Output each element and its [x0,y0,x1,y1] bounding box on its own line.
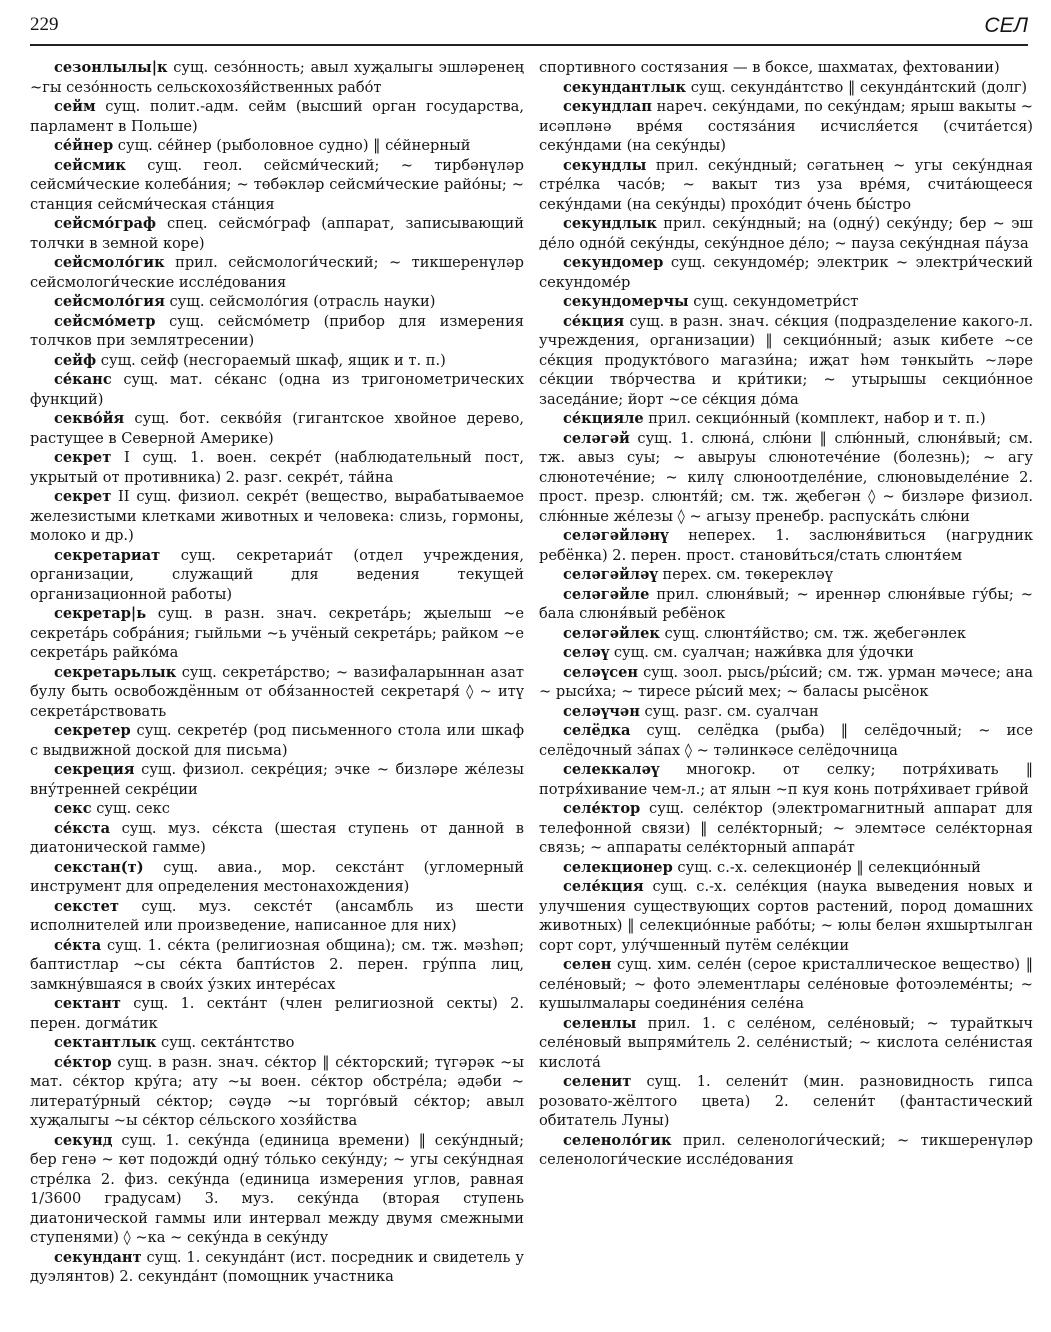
entry-definition: сущ. муз. сексте́т (ансамбль из шести исполнителей или произведение, написанное для них) [30,897,524,934]
dictionary-entry [30,936,524,995]
dictionary-entry [539,1014,1033,1073]
entry-definition: сущ. 1. секу́нда (единица времени) ‖ секу́ндный; бер генә ~ көт подожди́ одну́ то́лько секу́нду; ~ угы секу́ндная стре́лка 2. физ. секу́нда (единица измерения углов, равная 1/3600 градусам) 3. муз. секу́нда (вторая ступень диатонической гаммы или интервал между двумя смежными ступенями) ◊ ~ка ~ секу́нда в секу́нду [30,1131,524,1246]
dictionary-entry [539,955,1033,1014]
entry-headword: секреция [54,761,135,778]
entry-definition: спортивного состязания — в боксе, шахматах, фехтовании) [539,59,1000,76]
entry-headword: сейсмо́метр [54,312,156,330]
entry-headword: сейм [54,98,96,115]
dictionary-entry [539,58,1033,78]
left-column [30,58,524,1320]
entry-headword: секундлап [563,98,652,115]
entry-definition: сущ. с.-х. селекционе́р ‖ селекцио́нный [672,858,981,876]
entry-definition: прил. слюня́вый; ~ иреннәр слюня́вые гу́бы; ~ бала слюня́вый ребёнок [539,585,1033,622]
entry-definition: сущ. муз. се́кста (шестая ступень от данной в диатонической гамме) [30,819,524,856]
entry-definition: сущ. 1. селени́т (мин. разновидность гипса розовато-жёлтого цвета) 2. селени́т (фантастический обитатель Луны) [539,1073,1033,1129]
entry-headword: селәүсен [563,663,639,681]
dictionary-entry [30,312,524,351]
entry-headword: сейф [54,351,97,369]
dictionary-entry [539,721,1033,760]
entry-definition: прил. селенологи́ческий; ~ тикшеренүләр селенологи́ческие иссле́дования [539,1131,1033,1168]
entry-headword: секретар|ь [54,605,147,622]
entry-headword: секундлык [563,215,657,232]
entry-headword: сейсмоло́гик [54,254,165,271]
dictionary-entry [30,214,524,253]
entry-definition: сущ. мат. се́канс (одна из тригонометрических функций) [30,371,524,408]
entry-definition: сущ. авиа., мор. секста́нт (угломерный инструмент для определения местонахождения) [30,858,524,895]
entry-headword: селенит [563,1073,632,1090]
entry-definition: сущ. секрете́р (род письменного стола или шкаф с выдвижной доской для письма) [30,722,524,759]
entry-definition: сущ. зоол. рысь/ры́сий; см. тж. урман мәчесе; ана ~ рыси́ха; ~ тиресе ры́сий мех; ~ баласы рысёнок [539,663,1033,700]
dictionary-entry [30,156,524,215]
right-column [539,58,1033,1320]
entry-headword: селәү [563,644,610,661]
entry-definition: I сущ. 1. воен. секре́т (наблюдательный пост, укрытый от противника) 2. разг. секре́т, та́йна [30,449,524,486]
entry-definition: II сущ. физиол. секре́т (вещество, вырабатываемое железистыми клетками животных и человека: слизь, гормоны, молоко и др.) [30,488,524,544]
dictionary-entry [30,858,524,897]
entry-definition: сущ. хим. селе́н (серое кристаллическое вещество) ‖ селе́новый; ~ фото элементлары селе́новые фотоэлеме́нты; ~ кушылмалары соедине́ния селе́на [539,956,1033,1012]
entry-definition: сущ. слюнтя́йство; см. тж. җебегәнлек [659,624,966,642]
dictionary-entry [30,1248,524,1287]
dictionary-entry [539,409,1033,429]
dictionary-entry [539,624,1033,644]
entry-definition: сущ. физиол. секре́ция; эчке ~ бизләре же́лезы вну́тренней секре́ции [30,761,524,798]
entry-headword: селенлы [563,1014,637,1032]
entry-headword: се́кта [54,936,102,954]
entry-headword: селекционер [563,858,673,876]
entry-headword: сейсмо́граф [54,215,157,232]
dictionary-entry [539,585,1033,624]
entry-headword: секретарьлык [54,663,177,681]
dictionary-entry [30,819,524,858]
dictionary-entry [30,760,524,799]
entry-definition: сущ. сейсмоло́гия (отрасль науки) [164,293,436,310]
entry-headword: секс [54,800,92,817]
entry-definition: сущ. секундоме́р; электрик ~ электри́ческий секундоме́р [539,254,1033,291]
entry-headword: се́канс [54,371,112,388]
entry-headword: секретер [54,722,131,739]
entry-definition: сущ. 1. секта́нт (член религиозной секты) 2. перен. догма́тик [30,995,524,1032]
dictionary-entry [30,663,524,722]
entry-definition: сущ. с.-х. селе́кция (наука выведения новых и улучшения существующих сортов растений, пород домашних животных) ‖ селекцио́нные рабо́ты; ~ юлы белән яхшыртылган сорт сорт, улу́чшенный путём селе́кции [539,878,1033,954]
header-rule [30,44,1028,46]
entry-headword: селе́ктор [563,800,641,817]
dictionary-entry [30,546,524,605]
entry-headword: сейсмик [54,156,126,174]
entry-definition: прил. 1. с селе́ном, селе́новый; ~ турайткыч селе́новый выпрями́тель 2. селе́нистый; ~ кислота селе́нистая кислота́ [539,1014,1033,1071]
entry-definition: неперех. 1. заслюня́виться (нагрудник ребёнка) 2. перен. прост. станови́ться/стать слюнтя́ем [539,527,1033,564]
entry-headword: селе́кция [563,878,644,895]
entry-headword: секундант [54,1248,142,1266]
dictionary-entry [539,78,1033,98]
entry-headword: селәгәйлек [563,624,660,642]
entry-headword: секретариат [54,546,161,564]
entry-headword: селәгәйле [563,585,650,603]
dictionary-entry [30,994,524,1033]
entry-definition: прил. сейсмологи́ческий; ~ тикшеренүләр сейсмологи́ческие иссле́дования [30,254,524,291]
entry-headword: селәүчән [563,702,640,720]
entry-definition: перех. см. төкерекләү [657,566,834,583]
page-header [30,14,1028,44]
entry-headword: селеноло́гик [563,1131,672,1149]
dictionary-entry [539,429,1033,527]
entry-definition: нареч. секу́ндами, по секу́ндам; ярыш вакыты ~ исәпләнә вре́мя состяза́ния исчисля́ется (счита́ется) секу́ндами (на секу́нды) [539,98,1033,154]
entry-headword: сектантлык [54,1034,157,1051]
dictionary-entry [539,760,1033,799]
dictionary-entry [30,292,524,312]
entry-headword: селәгәйләнү [563,527,669,544]
entry-definition: сущ. секта́нтство [156,1034,295,1051]
dictionary-entry [30,58,524,97]
dictionary-entry [539,156,1033,215]
entry-definition: сущ. секретариа́т (отдел учреждения, организации, служащий для ведения текущей организационной работы) [30,546,524,603]
entry-definition: сущ. 1. се́кта (религиозная община); см. тж. мәзһәп; баптистлар ~сы се́кта бапти́стов 2. перен. гру́ппа лиц, замкну́вшаяся в свои́х у́зких интере́сах [30,936,524,993]
dictionary-entry [539,312,1033,410]
dictionary-entry [539,565,1033,585]
entry-headword: се́кцияле [563,410,644,427]
running-head: СЕЛ [984,14,1028,37]
entry-definition: прил. секу́ндный; на (одну́) секу́нду; бер ~ эш де́ло одно́й секу́нды, секу́ндное де́ло; ~ пауза секу́ндная па́уза [539,215,1033,252]
entry-headword: секстан(т) [54,858,144,876]
entry-definition: многокр. от селку; потря́хивать ‖ потря́хивание чем-л.; ат ялын ~п куя конь потря́хивает гри́вой [539,761,1033,798]
entry-headword: секво́йя [54,410,125,427]
entry-definition: сущ. сезо́нность; авыл хуҗалыгы эшләренең ~гы сезо́нность сельскохозя́йственных рабо́т [30,59,524,96]
entry-definition: сущ. се́йнер (рыболовное судно) ‖ се́йнерный [113,137,471,154]
dictionary-entry [539,1131,1033,1170]
entry-headword: секундомерчы [563,293,689,310]
dictionary-entry [539,253,1033,292]
entry-headword: секунд [54,1131,113,1149]
entry-headword: селёдка [563,722,631,739]
dictionary-entry [30,487,524,546]
dictionary-entry [30,1033,524,1053]
dictionary-entry [539,877,1033,955]
dictionary-entry [539,97,1033,156]
dictionary-entry [30,721,524,760]
entry-definition: сущ. бот. секво́йя (гигантское хвойное дерево, растущее в Северной Америке) [30,410,524,447]
entry-headword: селен [563,956,612,973]
dictionary-entry [30,136,524,156]
entry-headword: секундлы [563,156,647,174]
entry-headword: селәгәй [563,429,630,447]
entry-definition: сущ. сейф (несгораемый шкаф, ящик и т. п.) [96,351,446,369]
dictionary-entry [539,526,1033,565]
dictionary-entry [539,799,1033,858]
dictionary-entry [30,253,524,292]
entry-headword: селәгәйләү [563,566,658,583]
entry-definition: спец. сейсмо́граф (аппарат, записывающий толчки в земной коре) [30,215,524,252]
entry-headword: селеккаләү [563,761,660,778]
dictionary-entry [539,643,1033,663]
entry-definition: сущ. см. суалчан; нажи́вка для у́дочки [609,644,914,661]
entry-headword: сектант [54,995,121,1012]
dictionary-entry [30,409,524,448]
entry-definition: сущ. секрета́рство; ~ вазифаларыннан азат булу быть освобождённым от обя́занностей секретаря́ ◊ ~ итү секрета́рствовать [30,663,524,720]
entry-headword: секрет [54,488,112,505]
dictionary-entry [30,448,524,487]
entry-definition: сущ. селе́ктор (электромагнитный аппарат для телефонной связи) ‖ селе́кторный; ~ элемтәсе селе́кторная связь; ~ аппараты селе́кторный аппара́т [539,800,1033,856]
entry-headword: секрет [54,449,112,466]
entry-definition: сущ. сейсмо́метр (прибор для измерения толчков при землятресении) [30,312,524,349]
dictionary-entry [30,370,524,409]
dictionary-entry [30,1053,524,1131]
entry-definition: сущ. в разн. знач. се́кция (подразделение какого-л. учреждения, организации) ‖ секцио́нный; азык кибете ~се се́кция продукто́вого магази́на; иҗат һәм тәнкыйть ~ләре се́кции тво́рчества и кри́тики; ~ утырышы секцио́нное заседа́ние; йорт ~се се́кция до́ма [539,312,1033,408]
entry-headword: секстет [54,897,119,915]
entry-definition: сущ. 1. секунда́нт (ист. посредник и свидетель у дуэлянтов) 2. секунда́нт (помощник участника [30,1248,524,1285]
entry-headword: се́ктор [54,1053,112,1071]
entry-definition: сущ. разг. см. суалчан [639,702,819,720]
entry-definition: сущ. геол. сейсми́ческий; ~ тирбәнүләр сейсми́ческие колеба́ния; ~ төбәкләр сейсми́ческие райо́ны; ~ станция сейсми́ческая ста́нция [30,156,524,213]
dictionary-entry [539,663,1033,702]
entry-definition: сущ. секс [91,800,170,817]
entry-headword: се́кста [54,819,111,837]
entry-headword: сезонлылы|к [54,59,168,76]
entry-definition: прил. секцио́нный (комплект, набор и т. п.) [643,410,986,427]
dictionary-entry [30,351,524,371]
entry-headword: се́кция [563,312,625,330]
entry-headword: секундантлык [563,78,687,96]
entry-headword: се́йнер [54,137,114,154]
entry-definition: сущ. секунда́нтство ‖ секунда́нтский (долг) [686,78,1028,96]
entry-headword: секундомер [563,254,664,271]
page-number: 229 [30,14,59,35]
dictionary-entry [30,604,524,663]
entry-definition: сущ. полит.-адм. сейм (высший орган государства, парламент в Польше) [30,98,524,135]
entry-definition: сущ. секундометри́ст [688,293,859,310]
dictionary-entry [30,1131,524,1248]
entry-definition: сущ. селёдка (рыба) ‖ селёдочный; ~ исе селёдочный за́пах ◊ ~ тәлинкәсе селёдочница [539,722,1033,759]
entry-definition: сущ. 1. слюна́, слю́ни ‖ слю́нный, слюня́вый; см. тж. авыз суы; ~ авыруы слюнотече́ние (болезнь); ~ агу слюнотече́ние; ~ килү слюноотделе́ние, слюновыделе́ние 2. прост. презр. слюнтя́й; см. тж. җебегән ◊ ~ бизләре физиол. слю́нные же́лезы ◊ ~ агызу пренебр. распуска́ть слю́ни [539,429,1033,525]
dictionary-entry [539,214,1033,253]
entry-definition: сущ. в разн. знач. секрета́рь; җыелыш ~е секрета́рь собра́ния; гыйльми ~ь учёный секрета́рь; райком ~е секрета́рь райко́ма [30,605,524,661]
entry-definition: сущ. в разн. знач. се́ктор ‖ се́кторский; түгәрәк ~ы мат. се́ктор кру́га; ату ~ы воен. се́ктор обстре́ла; әдәби ~ литерату́рный се́ктор; сәүдә ~ы торго́вый се́ктор; авыл хуҗалыгы ~ы се́ктор се́льского хозя́йства [30,1053,524,1129]
dictionary-entry [539,702,1033,722]
dictionary-entry [30,97,524,136]
dictionary-entry [30,799,524,819]
dictionary-entry [539,858,1033,878]
entry-definition: прил. секу́ндный; сәгатьнең ~ угы секу́ндная стре́лка часо́в; ~ вакыт тиз уза вре́мя, счита́ющееся секу́ндами (на секу́нды) прохо́дит о́чень бы́стро [539,156,1033,213]
dictionary-entry [30,897,524,936]
entry-headword: сейсмоло́гия [54,293,165,310]
dictionary-entry [539,1072,1033,1131]
dictionary-entry [539,292,1033,312]
